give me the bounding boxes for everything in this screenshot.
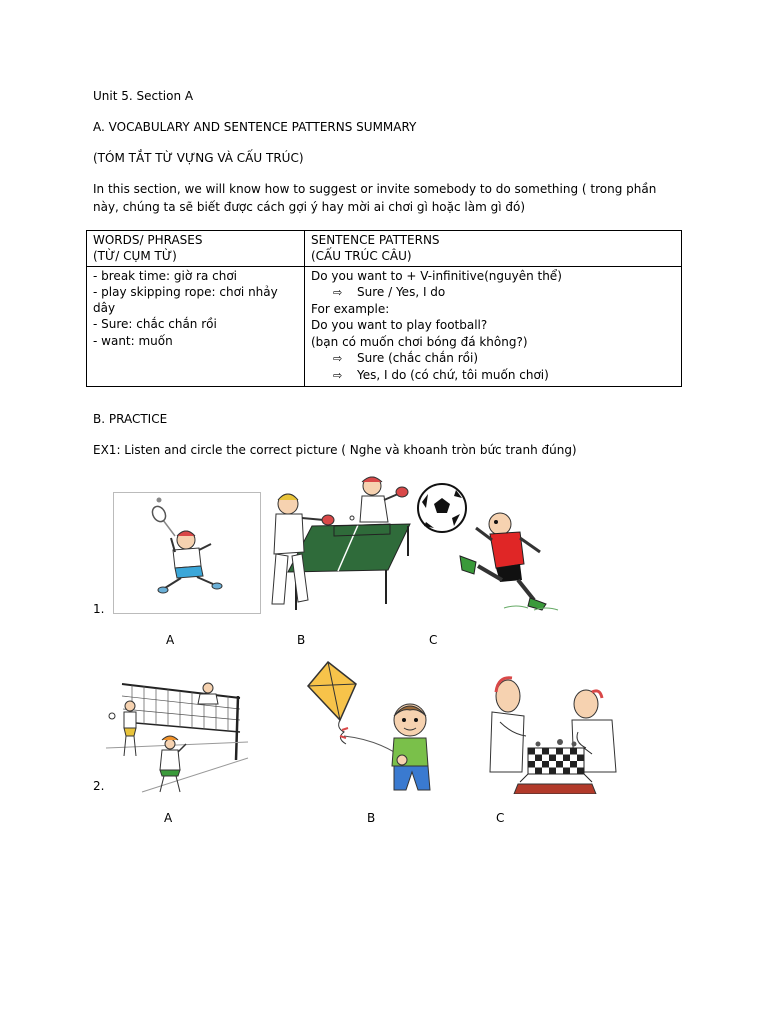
vocabulary-table [86, 230, 682, 387]
kite-flying-picture[interactable] [300, 660, 440, 794]
question-2-number: 2. [93, 779, 105, 793]
q2-option-b[interactable]: B [367, 811, 376, 825]
word-item: - break time: giờ ra chơi [93, 268, 237, 283]
exercise-1-instruction: EX1: Listen and circle the correct picture ( Nghe và khoanh tròn bức tranh đúng) [93, 443, 577, 457]
pattern-answer: ⇨ Sure / Yes, I do [311, 284, 675, 301]
example-question-vi: (bạn có muốn chơi bóng đá không?) [311, 334, 528, 349]
football-picture[interactable] [416, 480, 561, 614]
pattern-structure: Do you want to + V-infinitive(nguyên thể) [311, 268, 562, 283]
word-item: - want: muốn [93, 333, 173, 348]
example-answer: ⇨ Sure (chắc chắn rồi) [311, 350, 675, 367]
header-patterns-en: SENTENCE PATTERNS [311, 233, 440, 247]
badminton-player-picture[interactable] [113, 492, 261, 614]
q2-option-c[interactable]: C [496, 811, 505, 825]
section-a-heading: A. VOCABULARY AND SENTENCE PATTERNS SUMMARY [93, 120, 417, 134]
word-item: - Sure: chắc chắn rồi [93, 317, 217, 332]
section-b-heading: B. PRACTICE [93, 412, 168, 426]
table-tennis-picture[interactable] [268, 474, 412, 614]
patterns-cell [305, 266, 682, 386]
section-a-heading-vi: (TÓM TẮT TỪ VỰNG VÀ CẤU TRÚC) [93, 151, 304, 165]
word-item: - play skipping rope: chơi nhảy dây [93, 284, 278, 316]
table-header-row [87, 231, 682, 267]
header-words-vi: (TỪ/ CỤM TỪ) [93, 249, 177, 264]
question-1-number: 1. [93, 602, 105, 616]
example-label: For example: [311, 302, 390, 317]
example-question: Do you want to play football? [311, 318, 488, 333]
header-words-en: WORDS/ PHRASES [93, 233, 203, 247]
q1-option-b[interactable]: B [297, 633, 306, 647]
table-header-words [87, 231, 305, 267]
chess-picture[interactable] [488, 662, 624, 794]
arrow-icon: ⇨ [333, 285, 343, 299]
table-row [87, 266, 682, 386]
arrow-icon: ⇨ [333, 369, 343, 383]
q1-option-a[interactable]: A [166, 633, 175, 647]
unit-title: Unit 5. Section A [93, 89, 194, 103]
arrow-icon: ⇨ [333, 352, 343, 366]
section-a-intro: In this section, we will know how to suggest or invite somebody to do something ( trong phần này, chúng ta sẽ biết được cách gợi ý hay mời ai chơi gì hoặc làm gì đó) [93, 182, 657, 214]
table-header-patterns [305, 231, 682, 267]
words-cell [87, 266, 305, 386]
example-answer: ⇨ Yes, I do (có chứ, tôi muốn chơi) [311, 367, 675, 384]
q1-option-c[interactable]: C [429, 633, 438, 647]
q2-option-a[interactable]: A [164, 811, 173, 825]
volleyball-picture[interactable] [102, 676, 250, 794]
header-patterns-vi: (CẤU TRÚC CÂU) [311, 249, 412, 264]
